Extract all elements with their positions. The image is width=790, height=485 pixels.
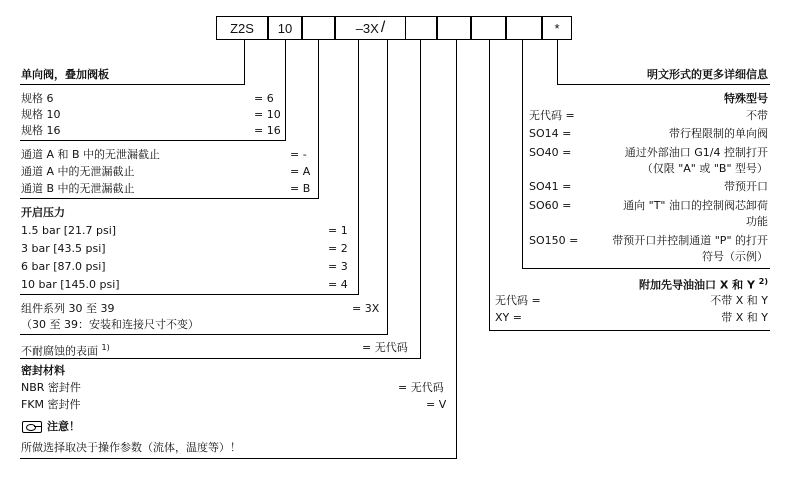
channel-label: 通道 A 和 B 中的无泄漏截止 (21, 148, 161, 161)
special-desc-cont: 符号（示例） (702, 250, 768, 263)
connector-type (244, 40, 245, 84)
info-label: 明文形式的更多详细信息 (647, 68, 768, 81)
pilot-desc: 不带 X 和 Y (710, 294, 768, 307)
special-desc: 通向 "T" 油口的控制阀芯卸荷 (623, 199, 768, 212)
underline-special (522, 268, 770, 269)
underline-heading (20, 84, 245, 85)
seal-label: NBR 密封件 (21, 381, 81, 394)
connector-channel (318, 40, 319, 198)
connector-series (387, 40, 388, 334)
underline-seal (20, 458, 457, 459)
surface-label (21, 341, 110, 359)
size-label: 规格 16 (21, 124, 61, 137)
seal-label: FKM 密封件 (21, 398, 81, 411)
slash-separator: / (380, 19, 386, 36)
pressure-value: = 4 (328, 278, 348, 291)
size-value: = 6 (254, 92, 274, 105)
special-desc-cont: 功能 (746, 215, 768, 228)
underline-channels (20, 198, 319, 199)
channel-label: 通道 B 中的无泄漏截止 (21, 182, 135, 195)
code-box-type: Z2S (216, 16, 268, 40)
channel-value: = - (290, 148, 307, 161)
underline-pressures (20, 294, 359, 295)
surface-text: 不耐腐蚀的表面 (21, 344, 98, 358)
special-code: SO150 = (529, 234, 579, 247)
special-desc: 不带 (746, 109, 768, 122)
pilot-footnote: 2) (758, 277, 768, 286)
connector-size (285, 40, 286, 140)
code-box-channel (302, 16, 335, 40)
special-code: SO41 = (529, 180, 572, 193)
connector-pressure (358, 40, 359, 294)
surface-footnote: 1) (101, 343, 110, 352)
underline-sizes (20, 140, 286, 141)
special-desc: 带预开口 (724, 180, 768, 193)
special-desc: 通过外部油口 G1/4 控制打开 (624, 146, 768, 159)
heading-pilot (639, 275, 768, 293)
series-note: （30 至 39：安装和连接尺寸不变） (21, 318, 199, 331)
code-box-size: 10 (268, 16, 302, 40)
series-code: –3X (355, 20, 379, 36)
series-value: = 3X (352, 302, 380, 315)
size-label: 规格 10 (21, 108, 61, 121)
channel-value: = A (290, 165, 311, 178)
special-desc: 带预开口并控制通道 "P" 的打开 (612, 234, 768, 247)
pilot-code: 无代码 = (495, 294, 541, 307)
surface-value: = 无代码 (362, 341, 408, 354)
pressure-label: 10 bar [145.0 psi] (21, 278, 120, 291)
connector-pilot (489, 40, 490, 330)
pressure-value: = 1 (328, 224, 348, 237)
special-code: SO60 = (529, 199, 572, 212)
heading-valve: 单向阀，叠加阀板 (21, 68, 109, 81)
pressure-label: 1.5 bar [21.7 psi] (21, 224, 117, 237)
code-box-special (506, 16, 542, 40)
heading-pressure: 开启压力 (21, 206, 65, 219)
code-box-series (335, 16, 405, 40)
channel-value: = B (290, 182, 311, 195)
special-desc-cont: （仅限 "A" 或 "B" 型号） (641, 162, 768, 175)
special-code: 无代码 = (529, 109, 575, 122)
note-title: 注意！ (47, 420, 80, 433)
heading-special: 特殊型号 (724, 92, 768, 105)
size-value: = 10 (254, 108, 281, 121)
note-text: 所做选择取决于操作参数（流体，温度等）！ (21, 441, 241, 454)
size-label: 规格 6 (21, 92, 54, 105)
pressure-label: 6 bar [87.0 psi] (21, 260, 106, 273)
pressure-value: = 3 (328, 260, 348, 273)
pointing-hand-icon (22, 421, 42, 433)
seal-value: = 无代码 (398, 381, 444, 394)
series-label: 组件系列 30 至 39 (21, 302, 115, 315)
code-box-info: * (542, 16, 572, 40)
special-desc: 带行程限制的单向阀 (669, 127, 768, 140)
code-box-pressure (405, 16, 437, 40)
channel-label: 通道 A 中的无泄漏截止 (21, 165, 135, 178)
heading-seal: 密封材料 (21, 364, 65, 377)
special-code: SO40 = (529, 146, 572, 159)
connector-info (557, 40, 558, 84)
special-code: SO14 = (529, 127, 572, 140)
code-box-pilot (471, 16, 506, 40)
pressure-value: = 2 (328, 242, 348, 255)
connector-seal (456, 40, 457, 458)
pilot-desc: 带 X 和 Y (721, 311, 768, 324)
seal-value: = V (426, 398, 447, 411)
code-box-seal (437, 16, 471, 40)
pilot-code: XY = (495, 311, 522, 324)
pressure-label: 3 bar [43.5 psi] (21, 242, 106, 255)
pilot-heading-text: 附加先导油油口 X 和 Y (638, 278, 755, 292)
underline-info (557, 84, 770, 85)
connector-surface (420, 40, 421, 358)
underline-pilot (489, 330, 770, 331)
connector-special (522, 40, 523, 268)
underline-series (20, 334, 388, 335)
size-value: = 16 (254, 124, 281, 137)
